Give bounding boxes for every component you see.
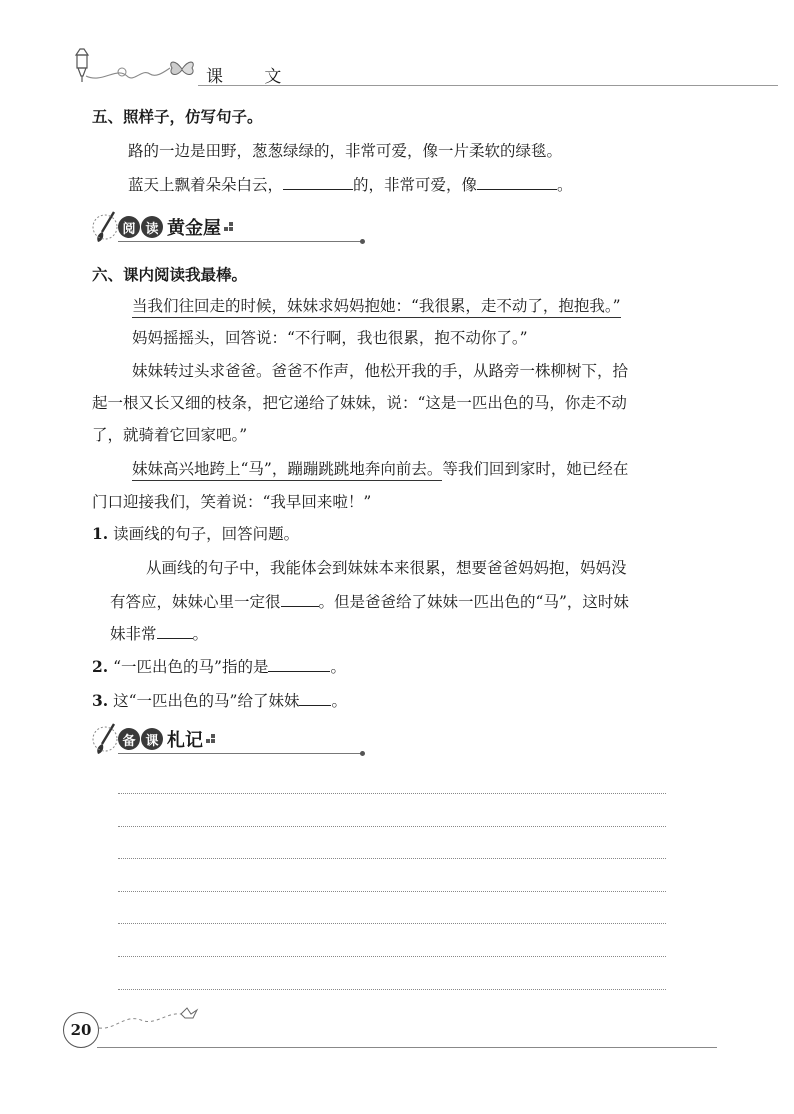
- badge-char-1: 备: [118, 728, 140, 750]
- blank-1[interactable]: [283, 175, 353, 190]
- answer-1-line1: 从画线的句子中，我能体会到妹妹本来很累，想要爸爸妈妈抱，妈妈没: [146, 559, 627, 577]
- blank-3[interactable]: [281, 592, 319, 607]
- badge1-rule-dot: [360, 239, 365, 244]
- note-line[interactable]: [118, 793, 666, 794]
- question-2-text: “一匹出色的马”指的是: [113, 658, 269, 676]
- section5-title: 五、照样子，仿写句子。: [92, 108, 263, 126]
- exercise-text-a: 蓝天上飘着朵朵白云，: [128, 176, 284, 194]
- passage-p1: [132, 294, 621, 316]
- notes-badge: [92, 724, 216, 754]
- passage-p4-line1: [132, 457, 628, 479]
- badge1-rule: [118, 241, 362, 242]
- squares-icon: [224, 222, 234, 232]
- note-line[interactable]: [118, 826, 666, 827]
- answer-1-line3: [110, 622, 208, 644]
- badge-char-2: 课: [141, 728, 163, 750]
- badge-word: 黄金屋: [167, 218, 221, 239]
- section5-example: 路的一边是田野，葱葱绿绿的，非常可爱，像一片柔软的绿毯。: [128, 142, 563, 160]
- answer-1-text-d: 。: [192, 625, 209, 643]
- question-3: [92, 689, 347, 711]
- passage-p4-line2: 门口迎接我们，笑着说：“我早回来啦！”: [92, 493, 372, 511]
- page-number: 20: [63, 1012, 99, 1048]
- question-2-number: 2.: [92, 657, 109, 676]
- squares-icon: [206, 734, 216, 744]
- blank-6[interactable]: [299, 691, 331, 706]
- answer-1-text-a: 有答应，妹妹心里一定很: [110, 593, 281, 611]
- passage-p3-line1: 妹妹转过头求爸爸。爸爸不作声，他松开我的手，从路旁一株柳树下，拾: [132, 362, 629, 380]
- question-3-text: 这“一匹出色的马”给了妹妹: [113, 692, 300, 710]
- badge-word: 札记: [167, 730, 203, 751]
- question-3-end: 。: [331, 692, 347, 710]
- reading-badge: [92, 212, 234, 242]
- badge-char-1: 阅: [118, 216, 140, 238]
- passage-p1-underlined: 当我们往回走的时候，妹妹求妈妈抱她：“我很累，走不动了，抱抱我。”: [132, 297, 621, 318]
- passage-p3-line2: 起一根又长又细的枝条，把它递给了妹妹，说：“这是一匹出色的马，你走不动: [92, 394, 627, 412]
- blank-4[interactable]: [157, 624, 193, 639]
- exercise-text-c: 。: [557, 176, 573, 194]
- brush-icon: [92, 210, 118, 244]
- passage-p4-underlined: 妹妹高兴地跨上“马”，蹦蹦跳跳地奔向前去。: [132, 460, 442, 481]
- blank-2[interactable]: [477, 175, 557, 190]
- note-line[interactable]: [118, 891, 666, 892]
- note-line[interactable]: [118, 923, 666, 924]
- section6-title: 六、课内阅读我最棒。: [92, 266, 248, 284]
- butterfly-icon: [168, 58, 196, 84]
- note-line[interactable]: [118, 956, 666, 957]
- blank-5[interactable]: [268, 657, 330, 672]
- section5-exercise: [128, 173, 573, 195]
- answer-1-line2: [110, 590, 629, 612]
- answer-1-text-b: 。但是爸爸给了妹妹一匹出色的“马”，这时妹: [318, 593, 629, 611]
- question-2-end: 。: [330, 658, 346, 676]
- passage-p2: 妈妈摇摇头，回答说：“不行啊，我也很累，抱不动你了。”: [132, 329, 528, 347]
- exercise-text-b: 的，非常可爱，像: [353, 176, 478, 194]
- bird-trail-icon: [95, 1000, 205, 1036]
- passage-p3-line3: 了，就骑着它回家吧。”: [92, 426, 248, 444]
- question-1-text: 读画线的句子，回答问题。: [113, 525, 300, 543]
- question-1: [92, 522, 299, 544]
- question-3-number: 3.: [92, 691, 109, 710]
- note-line[interactable]: [118, 989, 666, 990]
- header-label: 课 文: [206, 67, 300, 87]
- question-1-number: 1.: [92, 524, 109, 543]
- passage-p4-rest: 等我们回到家时，她已经在: [442, 460, 629, 478]
- brush-icon: [92, 722, 118, 756]
- header-rule: [198, 85, 778, 86]
- badge2-rule: [118, 753, 362, 754]
- footer-rule: [97, 1047, 717, 1048]
- lamp-icon: [72, 46, 172, 90]
- badge-char-2: 读: [141, 216, 163, 238]
- question-2: [92, 655, 346, 677]
- answer-1-text-c: 妹非常: [110, 625, 157, 643]
- note-line[interactable]: [118, 858, 666, 859]
- badge2-rule-dot: [360, 751, 365, 756]
